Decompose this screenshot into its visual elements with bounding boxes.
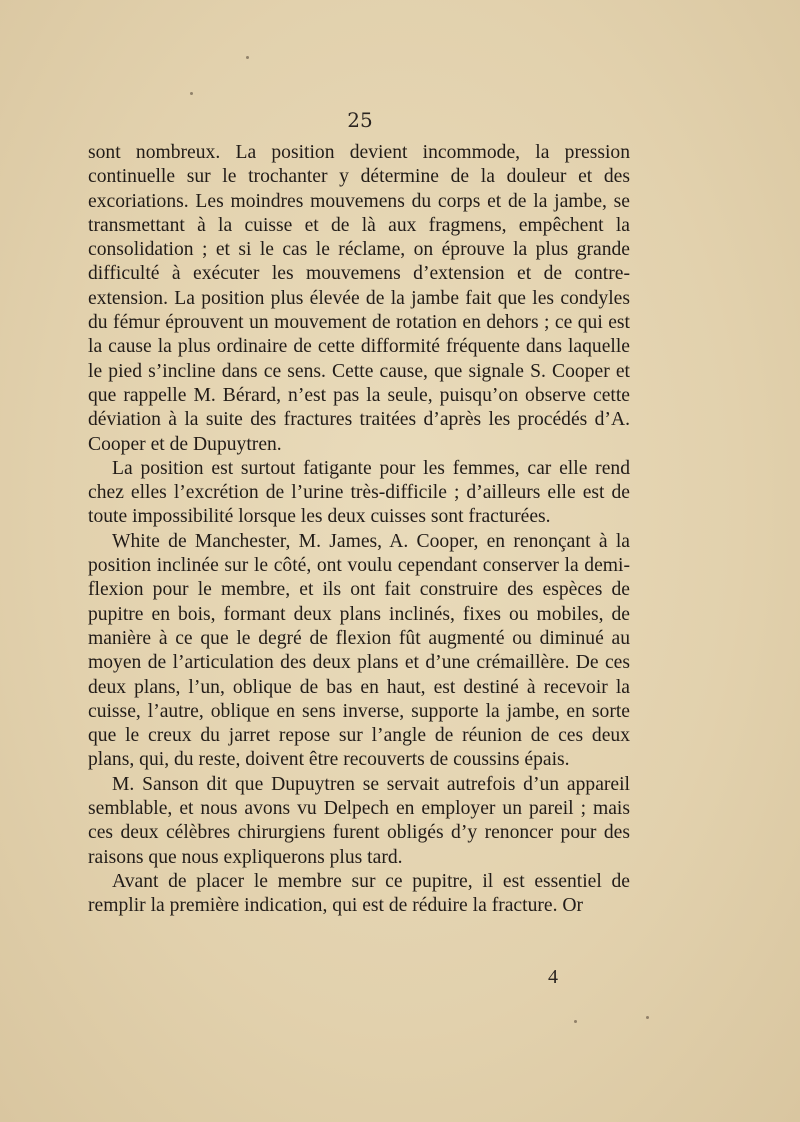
paragraph: M. Sanson dit que Dupuytren se servait autrefois d’un appareil semblable, et nous avons vu Delpech en employer un pareil ; mais ces deux célèbres chirurgiens furent obligés d’y renoncer pour des raisons que nous expliquerons plus tard.: [88, 773, 630, 868]
paragraph: La position est surtout fatigante pour les femmes, car elle rend chez elles l’excrétion de l’urine très-difficile ; d’ailleurs elle est de toute impossibilité lorsque les deux cuisses sont fracturées.: [88, 457, 630, 528]
signature-mark: 4: [548, 966, 558, 988]
body-text: [88, 141, 630, 919]
page-number: 25: [347, 108, 373, 132]
paper-speck: [190, 92, 193, 95]
paragraph: sont nombreux. La position devient incommode, la pression continuelle sur le trochanter y détermine de la douleur et des excoriations. Les moindres mouvemens du corps et de la jambe, se transmettant à la cuisse et de là aux fragmens, empêchent la consolidation ; et si le cas le réclame, on éprouve la plus grande difficulté à exécuter les mouvemens d’extension et de contre-extension. La position plus élevée de la jambe fait que les condyles du fémur éprouvent un mouvement de rotation en dehors ; ce qui est la cause la plus ordinaire de cette difformité fréquente dans laquelle le pied s’incline dans ce sens. Cette cause, que signale S. Cooper et que rappelle M. Bérard, n’est pas la seule, puisqu’on observe cette déviation à la suite des fractures traitées d’après les procédés d’A. Cooper et de Dupuytren.: [88, 142, 630, 455]
paper-speck: [574, 1020, 577, 1023]
paper-speck: [646, 1016, 649, 1019]
paper-speck: [246, 56, 249, 59]
paragraph: White de Manchester, M. James, A. Cooper, en renonçant à la position inclinée sur le côté, ont voulu cependant conserver la demi-flexion pour le membre, et ils ont fait construire des espèces de pupitre en bois, formant deux plans inclinés, fixes ou mobiles, de manière à ce que le degré de flexion fût augmenté ou diminué au moyen de l’articulation des deux plans et d’une crémaillère. De ces deux plans, l’un, oblique de bas en haut, est destiné à recevoir la cuisse, l’autre, oblique en sens inverse, supporte la jambe, en sorte que le creux du jarret repose sur l’angle de réunion de ces deux plans, qui, du reste, doivent être recouverts de coussins épais.: [88, 530, 630, 771]
paragraph: Avant de placer le membre sur ce pupitre, il est essentiel de remplir la première indication, qui est de réduire la fracture. Or: [88, 870, 630, 917]
